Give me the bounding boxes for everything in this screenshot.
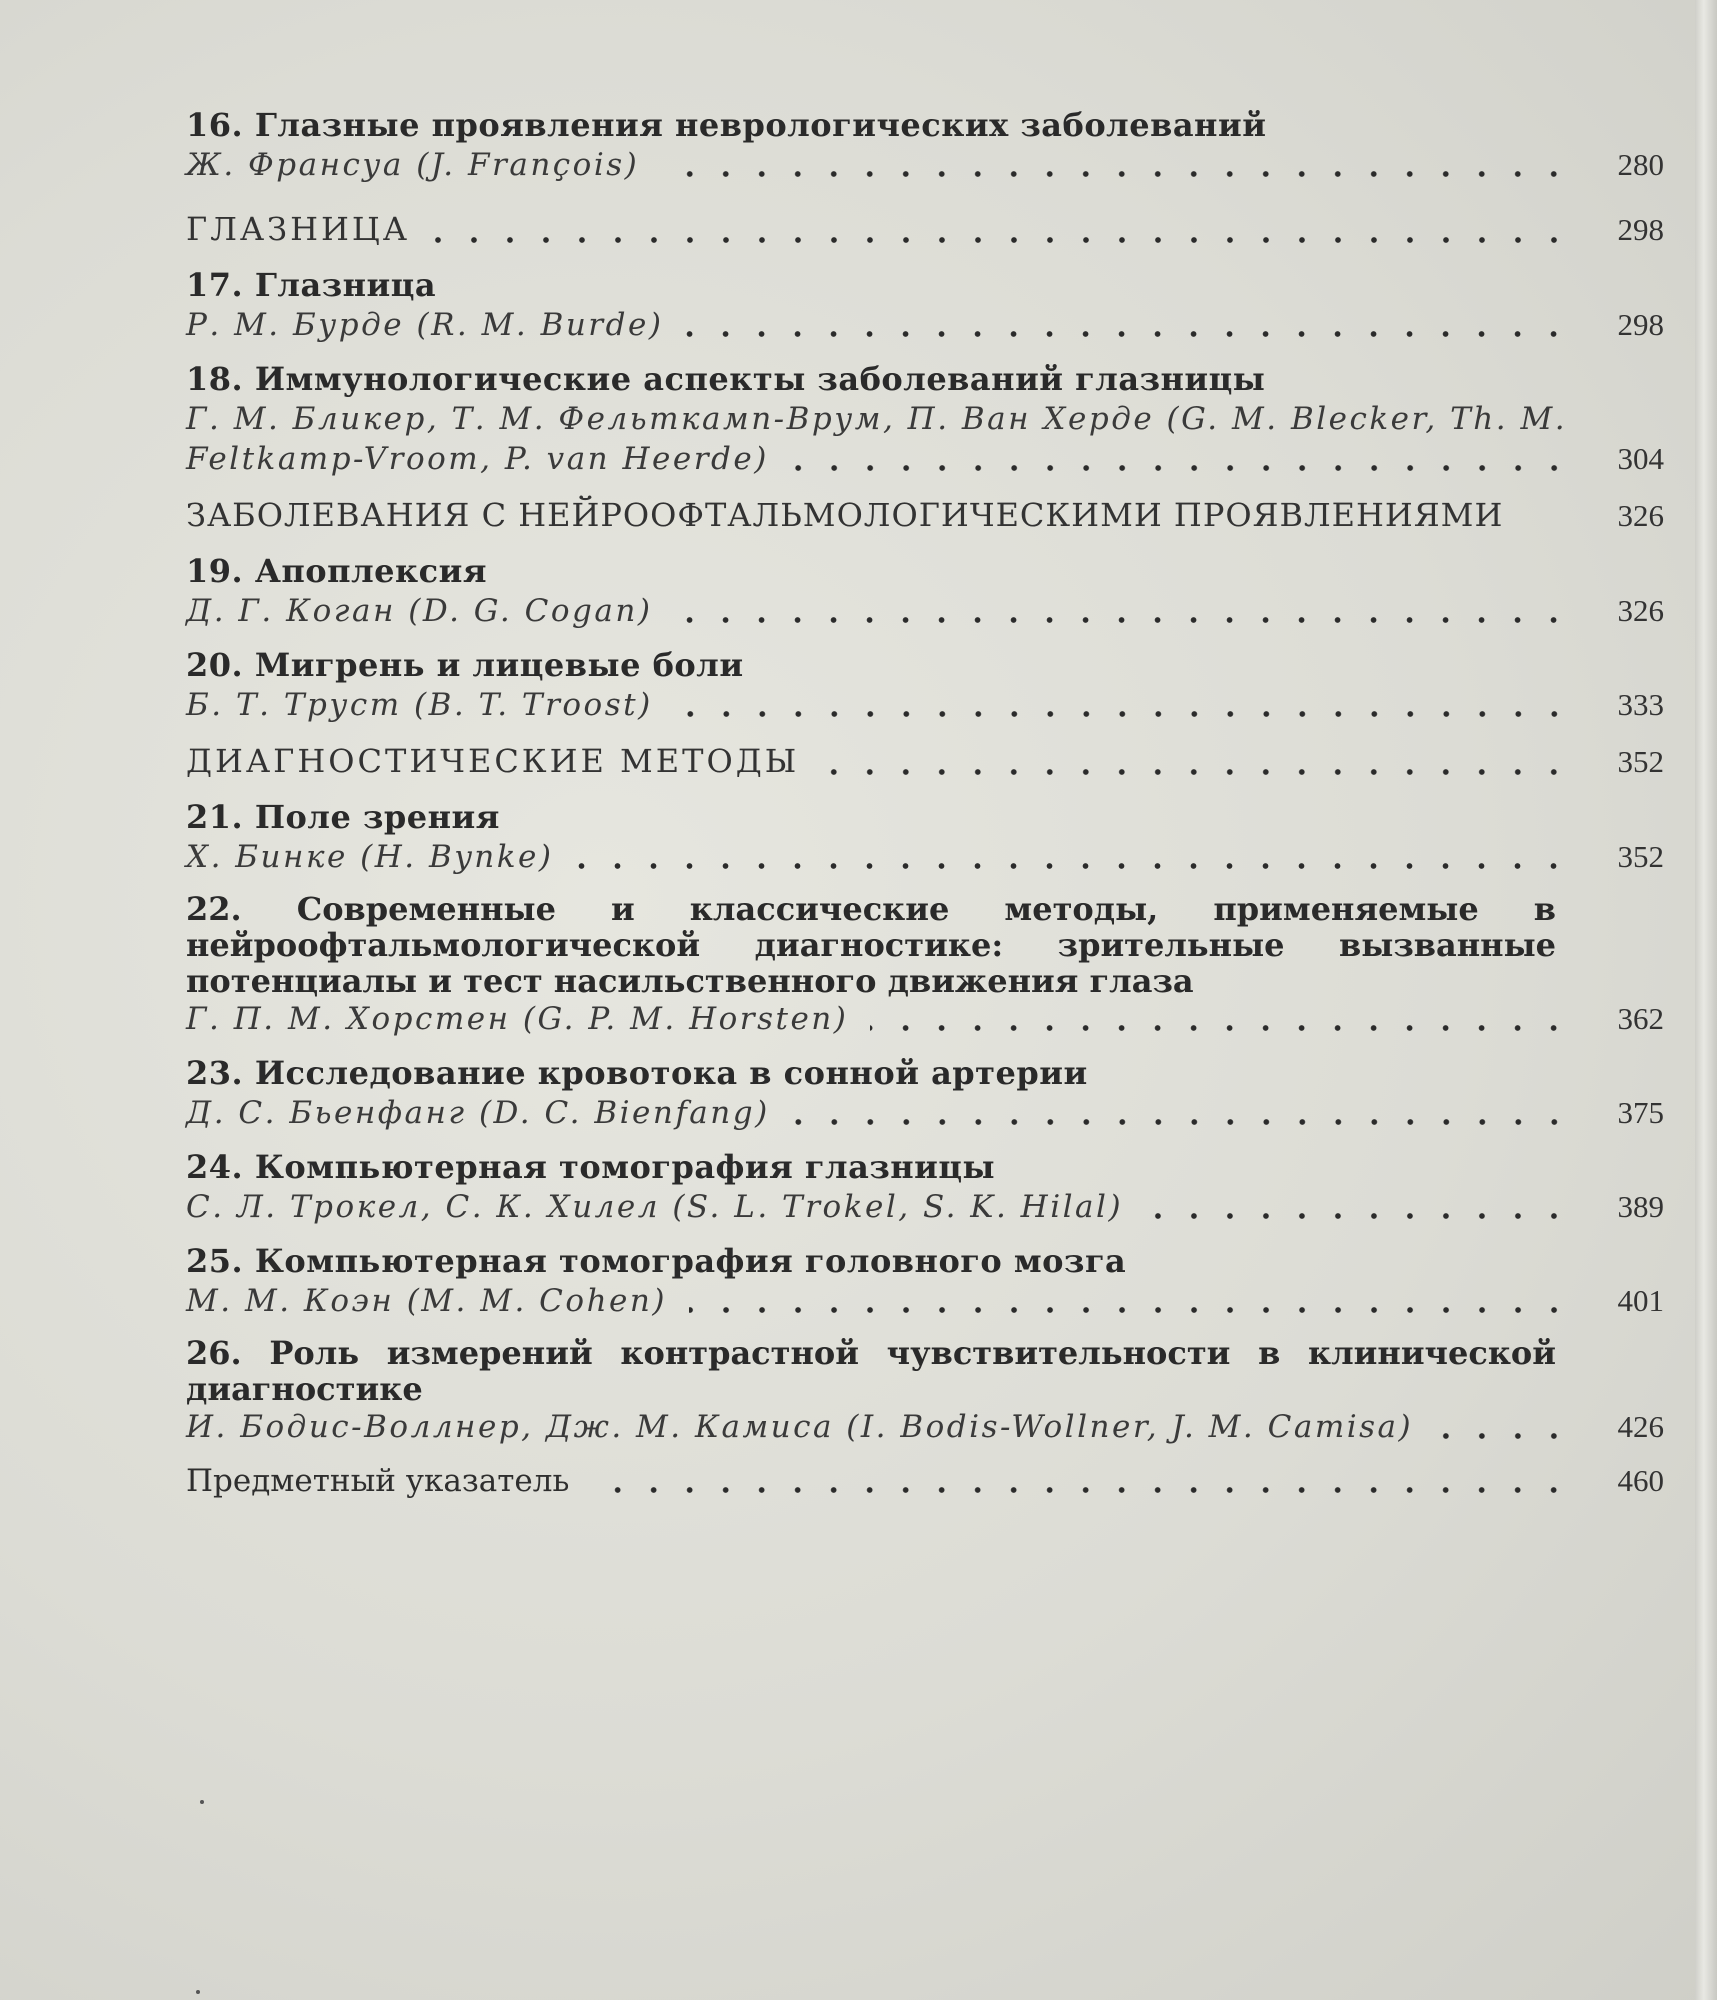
chapter-title: 26. Роль измерений контрастной чувствительности в клинической диагностике [186,1334,1556,1408]
page-number: 389 [1617,1189,1664,1224]
page-number: 298 [1617,212,1664,247]
dot-leader [1435,1431,1572,1441]
toc-entry-22 [186,891,1664,1039]
dot-leader [821,767,1572,777]
chapter-title: 25. Компьютерная томография головного мозга [186,1242,1127,1280]
dot-leader [675,709,1572,719]
chapter-author: И. Бодис-Воллнер, Дж. М. Камиса (I. Bodis-Wollner, J. M. Camisa) [186,1409,1414,1445]
dot-leader [792,1117,1572,1127]
page-number: 326 [1617,498,1664,533]
toc-entry-20 [186,645,1664,725]
chapter-title: 16. Глазные проявления неврологических заболеваний [186,106,1267,144]
toc-entry-24 [186,1147,1664,1227]
toc-section-neuro [186,493,1664,537]
toc-entry-17 [186,265,1664,345]
page-edge [1695,0,1717,2000]
subject-index-label: Предметный указатель [186,1463,570,1499]
toc-entry-23 [186,1053,1664,1133]
dot-leader [791,463,1572,473]
dot-leader [689,1305,1572,1315]
page-number: 401 [1617,1283,1664,1318]
dot-leader [1511,527,1586,537]
chapter-author: С. Л. Трокел, С. К. Хилел (S. L. Trokel, S. K. Hilal) [186,1189,1124,1225]
chapter-author: Д. Г. Коган (D. G. Cogan) [186,593,653,629]
page-number: 333 [1617,687,1664,722]
chapter-author-line-2: Feltkamp-Vroom, P. van Heerde) [186,441,769,477]
chapter-author: Б. Т. Труст (B. T. Troost) [186,687,653,723]
dot-leader [1145,1211,1572,1221]
page-number: 375 [1617,1095,1664,1130]
toc-entry-18 [186,359,1664,479]
toc-entry-26 [186,1335,1664,1447]
section-heading: ДИАГНОСТИЧЕСКИЕ МЕТОДЫ [186,742,800,780]
paper-speck [196,1990,200,1994]
page-number: 298 [1617,307,1664,342]
toc-section-orbit [186,207,1664,251]
chapter-title: 18. Иммунологические аспекты заболеваний глазницы [186,360,1266,398]
chapter-title: 17. Глазница [186,266,437,304]
chapter-title: 21. Поле зрения [186,798,500,836]
chapter-author: Ж. Франсуа (J. François) [186,147,640,183]
page-number: 460 [1617,1463,1664,1498]
dot-leader [674,615,1572,625]
chapter-title: 22. Современные и классические методы, применяемые в нейроофтальмологической диагностике: зрительные вызванные потенциалы и тест насильственного движения глаза [186,890,1556,1000]
chapter-author: М. М. Коэн (M. M. Cohen) [186,1283,667,1319]
page-number: 352 [1617,839,1664,874]
page-number: 326 [1617,593,1664,628]
dot-leader [432,235,1572,245]
chapter-title: 20. Мигрень и лицевые боли [186,646,744,684]
page-number: 362 [1617,1001,1664,1036]
page-number: 280 [1617,147,1664,182]
table-of-contents [186,105,1664,1515]
toc-entry-21 [186,797,1664,877]
toc-entry-19 [186,551,1664,631]
chapter-author: Р. М. Бурде (R. M. Burde) [186,307,664,343]
chapter-title: 23. Исследование кровотока в сонной артерии [186,1054,1088,1092]
dot-leader [685,329,1572,339]
toc-entry-16 [186,105,1664,185]
toc-section-diagnostics [186,739,1664,783]
chapter-title: 19. Апоплексия [186,552,487,590]
page-number: 304 [1617,441,1664,476]
dot-leader [591,1485,1572,1495]
toc-entry-25 [186,1241,1664,1321]
section-heading: ГЛАЗНИЦА [186,210,411,248]
dot-leader [575,861,1572,871]
chapter-author: Х. Бинке (H. Bynke) [186,839,554,875]
dot-leader [870,1023,1572,1033]
chapter-author: Г. П. М. Хорстен (G. P. M. Horsten) [186,1001,849,1037]
chapter-title: 24. Компьютерная томография глазницы [186,1148,996,1186]
chapter-author: Д. С. Бьенфанг (D. C. Bienfang) [186,1095,770,1131]
page-number: 426 [1617,1409,1664,1444]
chapter-author-line-1: Г. М. Бликер, Т. М. Фельткамп-Врум, П. Ван Херде (G. M. Blecker, Th. M. [186,401,1568,437]
page-number: 352 [1617,744,1664,779]
section-heading: ЗАБОЛЕВАНИЯ С НЕЙРООФТАЛЬМОЛОГИЧЕСКИМИ ПРОЯВЛЕНИЯМИ [186,496,1504,534]
toc-entry-index [186,1461,1664,1501]
dot-leader [661,169,1572,179]
paper-speck [200,1800,204,1804]
